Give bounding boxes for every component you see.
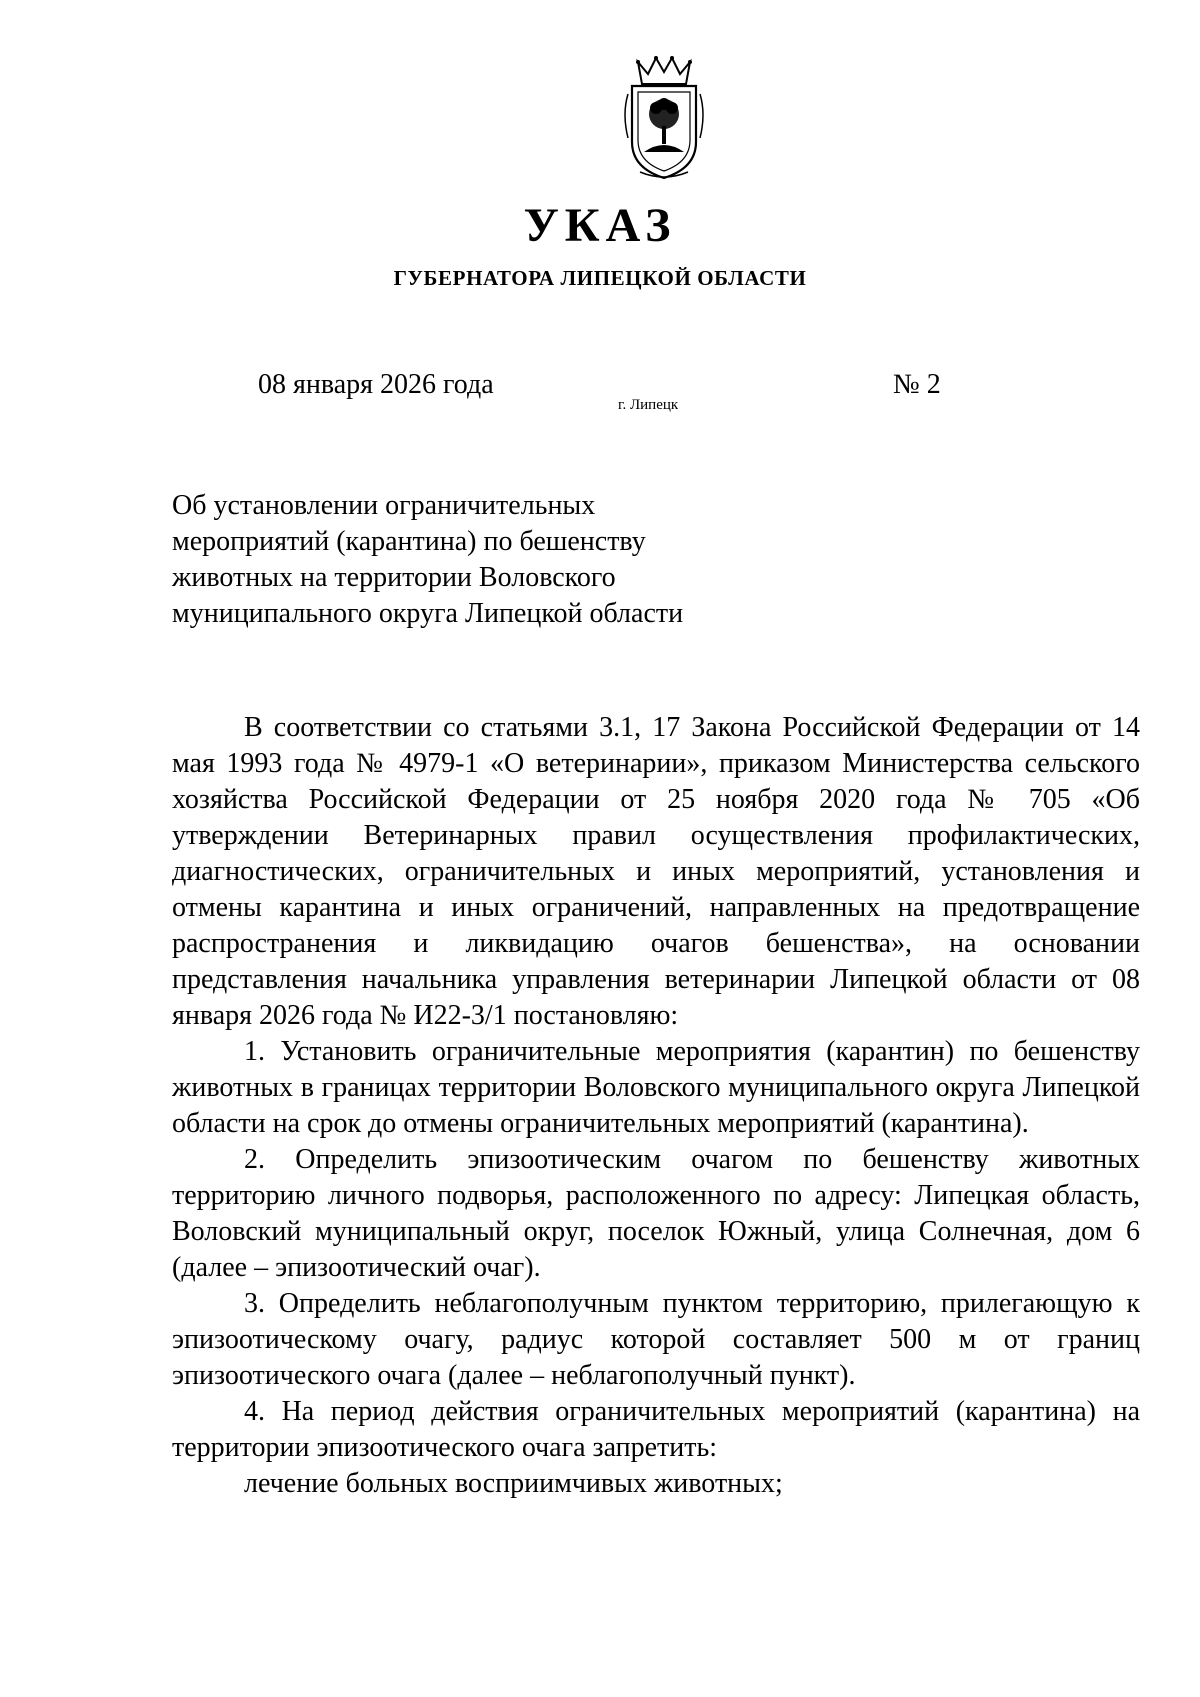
clause-3-paragraph: 3. Определить неблагополучным пунктом территорию, прилегающую к эпизоотическому очагу, радиус которой составляет 500 м от границ эпизоотического очага (далее – неблагополучный пункт). bbox=[172, 1288, 1140, 1391]
clause-4-item-paragraph: лечение больных восприимчивых животных; bbox=[244, 1468, 783, 1499]
document-type-heading: УКАЗ bbox=[523, 199, 677, 252]
document-place: г. Липецк bbox=[618, 397, 679, 413]
document-title-line: животных на территории Воловского bbox=[172, 562, 616, 593]
document-issuer-heading: ГУБЕРНАТОРА ЛИПЕЦКОЙ ОБЛАСТИ bbox=[393, 266, 807, 290]
document-date: 08 января 2026 года bbox=[258, 369, 494, 400]
document-title bbox=[172, 488, 732, 632]
document-body bbox=[172, 710, 1140, 1502]
document-number: № 2 bbox=[893, 369, 941, 400]
document-title-line: Об установлении ограничительных bbox=[172, 490, 596, 521]
clause-1-paragraph: 1. Установить ограничительные мероприятия (карантин) по бешенству животных в границах территории Воловского муниципального округа Липецкой области на срок до отмены ограничительных мероприятий (карантина). bbox=[172, 1036, 1140, 1139]
clause-2-paragraph: 2. Определить эпизоотическим очагом по бешенству животных территорию личного подворья, расположенного по адресу: Липецкая область, Воловский муниципальный округ, поселок Южный, улица Солнечная, дом 6 (далее – эпизоотический очаг). bbox=[172, 1144, 1140, 1283]
document-title-line: муниципального округа Липецкой области bbox=[172, 598, 684, 629]
preamble-paragraph: В соответствии со статьями 3.1, 17 Закона Российской Федерации от 14 мая 1993 года № 4979-1 «О ветеринарии», приказом Министерства сельского хозяйства Российской Федерации от 25 ноября 2020 года № 705 «Об утверждении Ветеринарных правил осуществления профилактических, диагностических, ограничительных и иных мероприятий, установления и отмены карантина и иных ограничений, направленных на предотвращение распространения и ликвидацию очагов бешенства», на основании представления начальника управления ветеринарии Липецкой области от 08 января 2026 года № И22-3/1 постановляю: bbox=[172, 712, 1140, 1031]
clause-4-paragraph: 4. На период действия ограничительных мероприятий (карантина) на территории эпизоотического очага запретить: bbox=[172, 1396, 1140, 1463]
lipetsk-oblast-coat-of-arms-icon bbox=[618, 54, 710, 182]
document-title-line: мероприятий (карантина) по бешенству bbox=[172, 526, 646, 557]
